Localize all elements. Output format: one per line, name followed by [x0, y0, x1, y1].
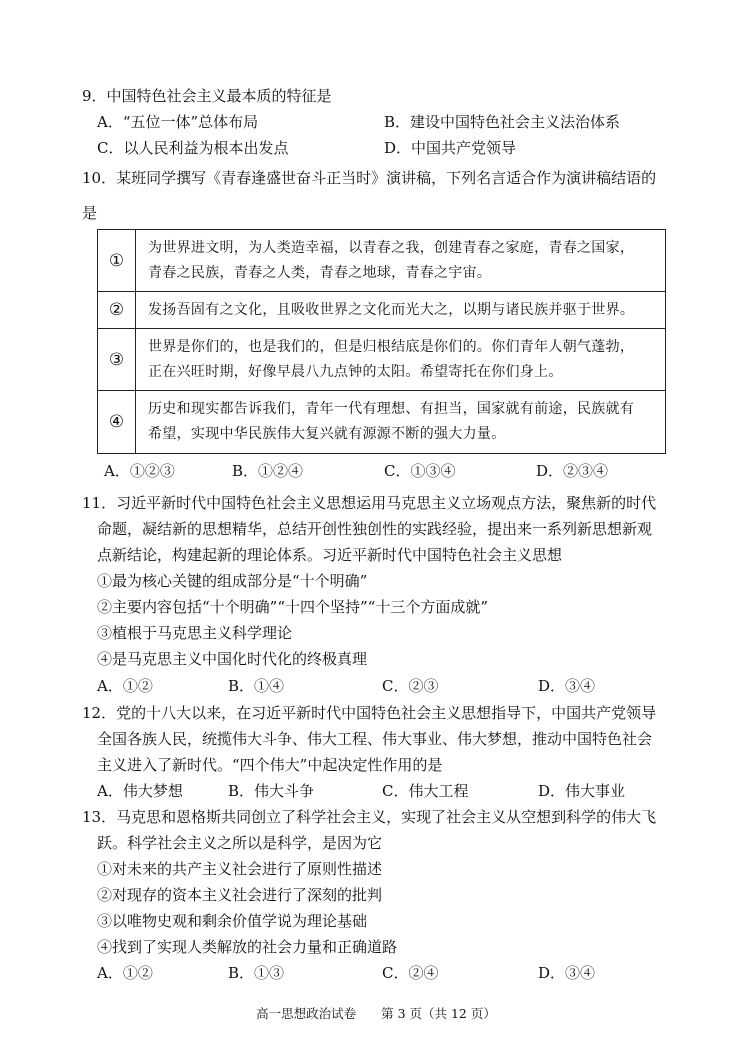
q11-option-d: D．③④ [538, 677, 596, 695]
quote-number: ③ [98, 329, 136, 390]
quote-line: 发扬吾固有之文化，且吸收世界之文化而光大之，以期与诸民族并驱于世界。 [148, 302, 635, 318]
q12-option-c: C．伟大工程 [382, 782, 469, 800]
quote-number: ④ [98, 391, 136, 453]
quote-text [136, 230, 665, 291]
q13-statement-2: ②对现存的资本主义社会进行了深刻的批判 [97, 886, 383, 904]
quote-line: 青春之民族，青春之人类，青春之地球，青春之宇宙。 [148, 265, 492, 281]
q11-option-a: A．①② [97, 677, 153, 695]
quote-number: ② [98, 292, 136, 328]
q11-option-c: C．②③ [382, 677, 439, 695]
q11-stem-line1: 11．习近平新时代中国特色社会主义思想运用马克思主义立场观点方法，聚焦新的时代 [82, 494, 657, 512]
q13-statement-4: ④找到了实现人类解放的社会力量和正确道路 [97, 938, 398, 956]
quote-row-2 [98, 292, 665, 329]
q9-option-a: A．“五位一体”总体布局 [97, 113, 259, 131]
quote-text [136, 329, 665, 390]
q13-statement-1: ①对未来的共产主义社会进行了原则性描述 [97, 860, 383, 878]
q10-stem-line2: 是 [82, 204, 98, 222]
q10-option-d: D．②③④ [536, 462, 609, 480]
q11-statement-2: ②主要内容包括“十个明确”“十四个坚持”“十三个方面成就” [97, 598, 489, 616]
quote-row-4 [98, 391, 665, 453]
quote-line: 希望，实现中华民族伟大复兴就有源源不断的强大力量。 [148, 426, 506, 442]
q11-stem-line2: 命题，凝结新的思想精华，总结开创性独创性的实践经验，提出来一系列新思想新观 [97, 520, 653, 538]
quote-number: ① [98, 230, 136, 291]
quote-line: 正在兴旺时期，好像早晨八九点钟的太阳。希望寄托在你们身上。 [148, 364, 563, 380]
quote-line: 为世界进文明，为人类造幸福，以青春之我，创建青春之家庭，青春之国家， [148, 240, 635, 256]
quote-row-1 [98, 230, 665, 292]
quote-line: 世界是你们的，也是我们的，但是归根结底是你们的。你们青年人朝气蓬勃， [148, 339, 635, 355]
q13-option-c: C．②④ [382, 964, 439, 982]
q12-stem-line1: 12．党的十八大以来，在习近平新时代中国特色社会主义思想指导下，中国共产党领导 [82, 704, 657, 722]
q11-stem-line3: 点新结论，构建起新的理论体系。习近平新时代中国特色社会主义思想 [97, 546, 563, 564]
q13-stem-line1: 13．马克思和恩格斯共同创立了科学社会主义，实现了社会主义从空想到科学的伟大飞 [82, 808, 657, 826]
q10-option-c: C．①③④ [384, 462, 456, 480]
q13-option-d: D．③④ [538, 964, 596, 982]
q9-option-c: C．以人民利益为根本出发点 [97, 139, 289, 157]
quote-line: 历史和现实都告诉我们，青年一代有理想、有担当，国家就有前途，民族就有 [148, 401, 635, 417]
q9-option-d: D．中国共产党领导 [384, 139, 517, 157]
q9-option-b: B．建设中国特色社会主义法治体系 [384, 113, 621, 131]
q12-option-b: B．伟大斗争 [228, 782, 315, 800]
page-footer: 高一思想政治试卷 第 3 页（共 12 页） [256, 1006, 496, 1021]
q11-option-b: B．①④ [228, 677, 285, 695]
q10-stem-line1: 10．某班同学撰写《青春逢盛世奋斗正当时》演讲稿，下列名言适合作为演讲稿结语的 [82, 169, 657, 187]
q13-option-a: A．①② [97, 964, 153, 982]
quote-table [97, 229, 666, 454]
q13-option-b: B．①③ [228, 964, 285, 982]
q10-option-a: A．①②③ [104, 462, 175, 480]
q12-stem-line2: 全国各族人民，统揽伟大斗争、伟大工程、伟大事业、伟大梦想，推动中国特色社会 [97, 730, 653, 748]
q13-statement-3: ③以唯物史观和剩余价值学说为理论基础 [97, 912, 368, 930]
quote-text [136, 292, 665, 328]
q11-statement-1: ①最为核心关键的组成部分是“十个明确” [97, 572, 368, 590]
q12-option-a: A．伟大梦想 [97, 782, 183, 800]
q12-stem-line3: 主义进入了新时代。“四个伟大”中起决定性作用的是 [97, 756, 443, 774]
quote-row-3 [98, 329, 665, 391]
q10-option-b: B．①②④ [232, 462, 304, 480]
q13-stem-line2: 跃。科学社会主义之所以是科学，是因为它 [97, 834, 383, 852]
q9-stem: 9．中国特色社会主义最本质的特征是 [82, 87, 332, 105]
quote-text [136, 391, 665, 453]
q11-statement-4: ④是马克思主义中国化时代化的终极真理 [97, 650, 368, 668]
q12-option-d: D．伟大事业 [538, 782, 626, 800]
q11-statement-3: ③植根于马克思主义科学理论 [97, 624, 293, 642]
